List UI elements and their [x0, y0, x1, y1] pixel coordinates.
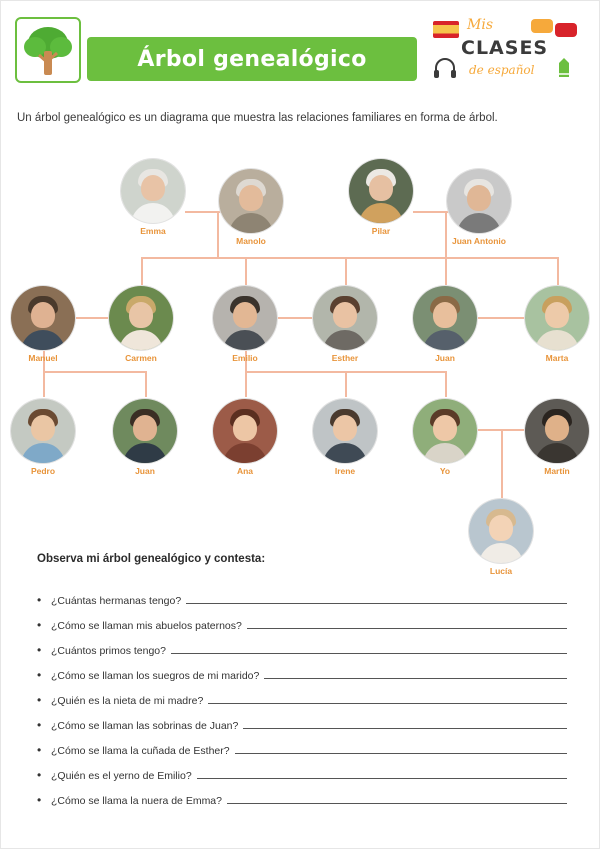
question-row — [37, 618, 567, 632]
question-row — [37, 593, 567, 607]
answer-line[interactable] — [264, 668, 567, 679]
person-name: Martín — [544, 466, 570, 476]
person-name: Ana — [236, 466, 254, 476]
bullet-icon: • — [37, 693, 42, 707]
connector — [557, 257, 559, 285]
person-name: Manuel — [28, 353, 58, 363]
connector — [477, 317, 527, 319]
headset-icon — [433, 57, 457, 79]
avatar — [213, 399, 277, 463]
answer-line[interactable] — [197, 768, 567, 779]
connector — [141, 257, 557, 259]
family-tree-diagram — [1, 151, 600, 576]
page-title-banner — [87, 37, 417, 81]
bullet-icon: • — [37, 718, 42, 732]
person-name: Manolo — [236, 236, 266, 246]
brand-line-clases: CLASES — [461, 37, 549, 59]
tree-person-juan-gen2[interactable] — [413, 286, 477, 363]
avatar — [349, 159, 413, 223]
brand-logo — [427, 17, 587, 89]
avatar — [121, 159, 185, 223]
avatar — [413, 286, 477, 350]
question-text: ¿Cómo se llaman las sobrinas de Juan? — [51, 720, 239, 732]
question-text: ¿Cuántos primos tengo? — [51, 645, 166, 657]
connector — [345, 257, 347, 285]
answer-line[interactable] — [227, 793, 567, 804]
questions-list — [37, 593, 567, 818]
question-text: ¿Cómo se llaman los suegros de mi marido? — [51, 670, 260, 682]
person-name: Juan — [435, 353, 455, 363]
person-name: Yo — [439, 466, 451, 476]
avatar — [525, 286, 589, 350]
question-row — [37, 693, 567, 707]
avatar — [219, 169, 283, 233]
connector — [43, 371, 145, 373]
answer-line[interactable] — [171, 643, 567, 654]
avatar — [11, 399, 75, 463]
answer-line[interactable] — [247, 618, 567, 629]
connector — [277, 317, 315, 319]
answer-line[interactable] — [208, 693, 567, 704]
tree-person-carmen[interactable] — [109, 286, 173, 363]
tree-person-manuel[interactable] — [11, 286, 75, 363]
connector — [445, 257, 447, 285]
person-name: Carmen — [125, 353, 157, 363]
question-row — [37, 743, 567, 757]
person-name: Juan Antonio — [452, 236, 506, 246]
answer-line[interactable] — [243, 718, 567, 729]
question-row — [37, 768, 567, 782]
question-row — [37, 643, 567, 657]
bullet-icon: • — [37, 768, 42, 782]
question-row — [37, 793, 567, 807]
tree-person-ana[interactable] — [213, 399, 277, 476]
speech-bubble-icon — [531, 19, 553, 33]
question-row — [37, 718, 567, 732]
tree-person-lucia[interactable] — [469, 499, 533, 576]
connector — [445, 371, 447, 397]
person-name: Pedro — [30, 466, 56, 476]
avatar — [447, 169, 511, 233]
person-name: Lucía — [489, 566, 513, 576]
question-text: ¿Cómo se llama la nuera de Emma? — [51, 795, 222, 807]
observe-heading: Observa mi árbol genealógico y contesta: — [37, 553, 266, 565]
tree-person-yo[interactable] — [413, 399, 477, 476]
answer-line[interactable] — [186, 593, 567, 604]
brand-line-de-espanol: de español — [469, 63, 535, 77]
tree-person-juan-gen3[interactable] — [113, 399, 177, 476]
avatar — [313, 286, 377, 350]
bullet-icon: • — [37, 618, 42, 632]
tree-person-emilio[interactable] — [213, 286, 277, 363]
avatar — [213, 286, 277, 350]
person-name: Irene — [334, 466, 356, 476]
question-row — [37, 668, 567, 682]
avatar — [313, 399, 377, 463]
avatar — [109, 286, 173, 350]
person-name: Esther — [331, 353, 359, 363]
connector — [75, 317, 111, 319]
answer-line[interactable] — [235, 743, 567, 754]
connector — [345, 371, 347, 397]
page-title: Árbol genealógico — [137, 46, 367, 72]
page-header — [15, 17, 587, 89]
tree-person-irene[interactable] — [313, 399, 377, 476]
bullet-icon: • — [37, 793, 42, 807]
tree-person-pilar[interactable] — [349, 159, 413, 236]
tree-person-marta[interactable] — [525, 286, 589, 363]
tree-person-pedro[interactable] — [11, 399, 75, 476]
avatar — [469, 499, 533, 563]
person-name: Juan — [135, 466, 155, 476]
connector — [501, 429, 503, 501]
pencil-icon — [555, 57, 573, 79]
bullet-icon: • — [37, 668, 42, 682]
person-name: Emilio — [232, 353, 258, 363]
connector — [43, 371, 45, 397]
tree-person-emma[interactable] — [121, 159, 185, 236]
brand-line-mis: Mis — [467, 17, 493, 33]
tree-person-juan-antonio[interactable] — [447, 169, 511, 246]
tree-person-manolo[interactable] — [219, 169, 283, 246]
person-name: Marta — [545, 353, 569, 363]
spain-flag-icon — [433, 21, 459, 38]
avatar — [113, 399, 177, 463]
speech-bubble-icon-2 — [555, 23, 577, 37]
question-text: ¿Quién es la nieta de mi madre? — [51, 695, 204, 707]
person-name: Pilar — [371, 226, 391, 236]
question-text: ¿Cómo se llama la cuñada de Esther? — [51, 745, 230, 757]
bullet-icon: • — [37, 743, 42, 757]
intro-paragraph: Un árbol genealógico es un diagrama que muestra las relaciones familiares en forma de árbol. — [17, 112, 498, 124]
connector — [245, 371, 247, 397]
connector — [145, 371, 147, 397]
avatar — [413, 399, 477, 463]
question-text: ¿Quién es el yerno de Emilio? — [51, 770, 192, 782]
connector — [141, 257, 143, 285]
tree-icon — [15, 17, 81, 83]
question-text: ¿Cuántas hermanas tengo? — [51, 595, 182, 607]
bullet-icon: • — [37, 593, 42, 607]
person-name: Emma — [140, 226, 166, 236]
avatar — [525, 399, 589, 463]
question-text: ¿Cómo se llaman mis abuelos paternos? — [51, 620, 242, 632]
bullet-icon: • — [37, 643, 42, 657]
tree-person-martin[interactable] — [525, 399, 589, 476]
tree-person-esther[interactable] — [313, 286, 377, 363]
avatar — [11, 286, 75, 350]
connector — [245, 257, 247, 285]
